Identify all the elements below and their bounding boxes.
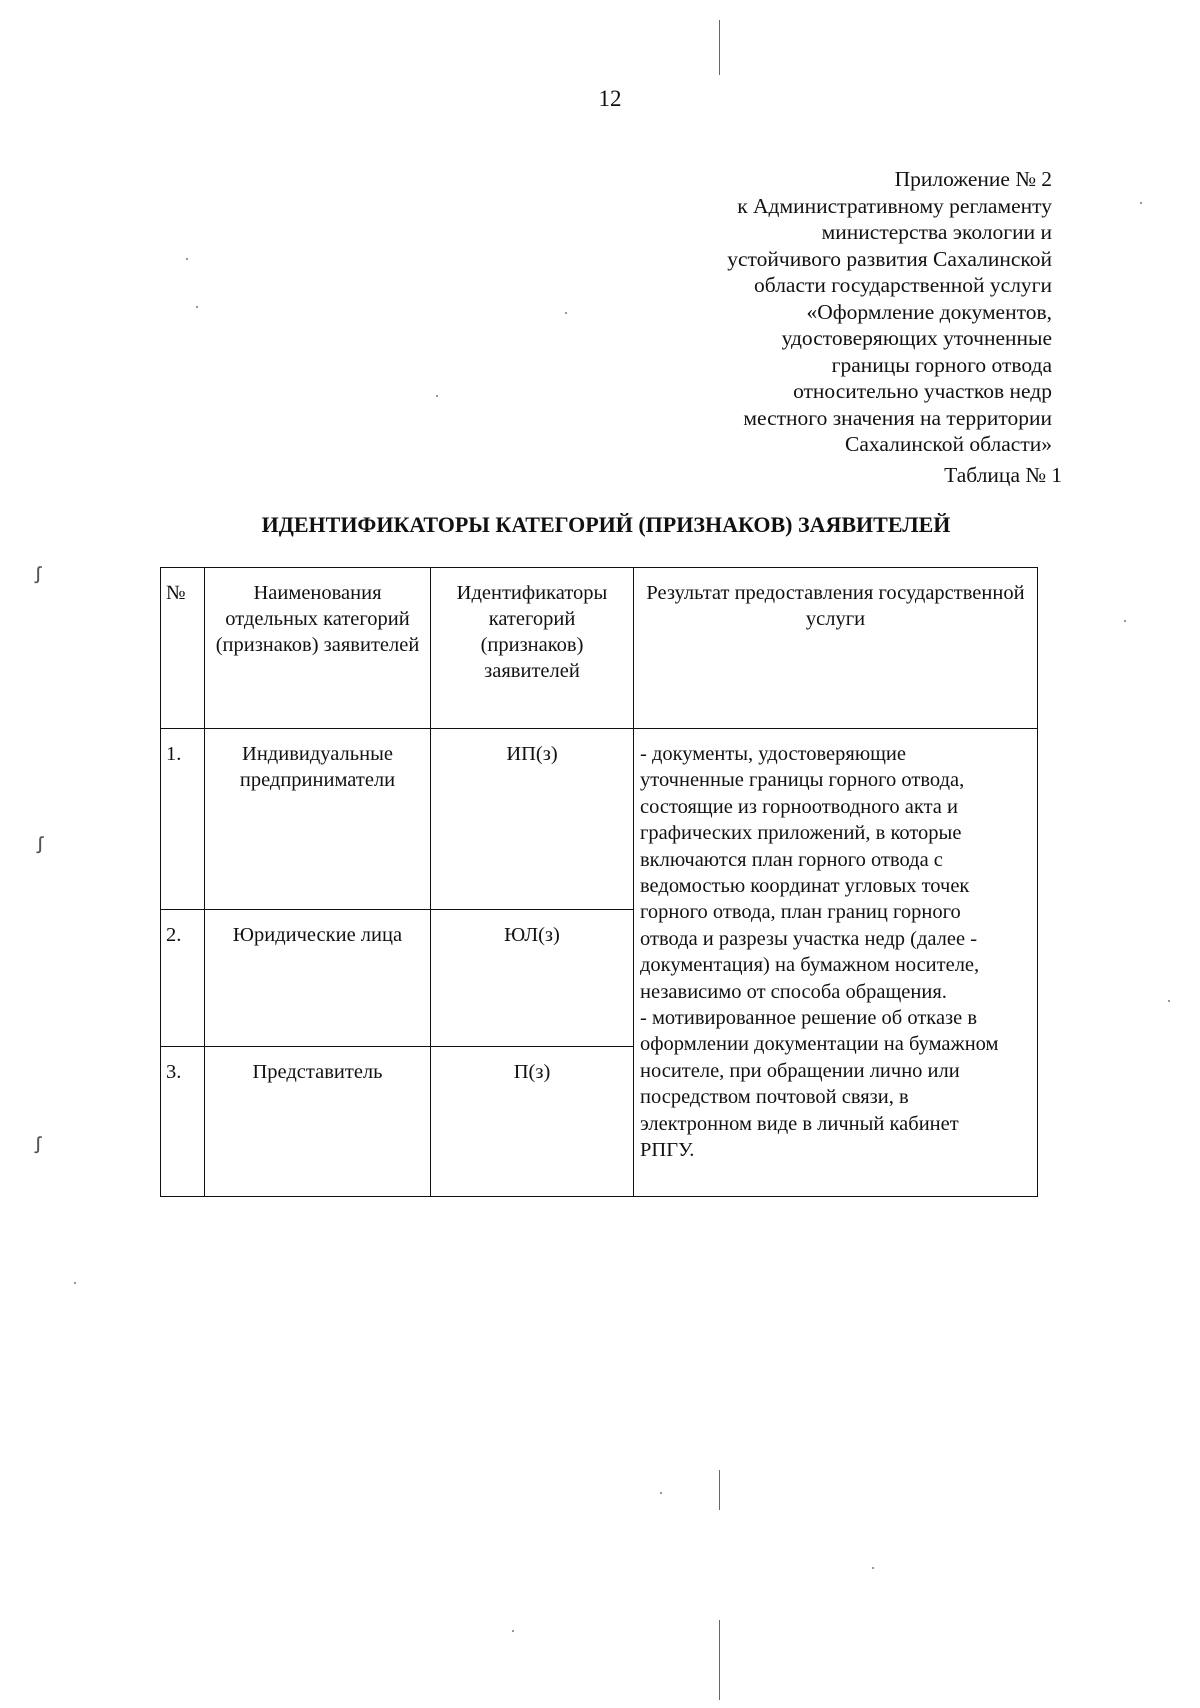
scan-speck [186,258,188,260]
result-line: уточненные границы горного отвода, [640,769,965,792]
page-number: 12 [598,86,622,111]
row-identifier: ЮЛ(з) [431,910,634,1047]
result-line: посредством почтовой связи, в [640,1086,909,1109]
header-category-name: Наименования отдельных категорий (признаков) заявителей [205,568,431,729]
row-number: 3. [161,1047,205,1197]
result-line: графических приложений, в которые [640,822,962,845]
row-identifier: ИП(з) [431,729,634,910]
scan-artifact-line [719,1470,720,1510]
row-number: 2. [161,910,205,1047]
scan-margin-mark: ꭍ [34,564,42,589]
scan-speck [74,1282,76,1284]
document-title: ИДЕНТИФИКАТОРЫ КАТЕГОРИЙ (ПРИЗНАКОВ) ЗАЯВИТЕЛЕЙ [261,512,951,537]
appendix-line: устойчивого развития Сахалинской [727,246,1052,271]
result-line: отвода и разрезы участка недр (далее - [640,927,978,950]
row-category-name: Представитель [205,1047,431,1197]
appendix-line: Приложение № 2 [894,167,1052,191]
scan-speck [512,1630,514,1632]
appendix-reference [632,166,1052,458]
scan-speck [565,312,567,314]
scan-speck [872,1567,874,1569]
table-row [161,729,1038,910]
result-line: оформлении документации на бумажном [640,1033,999,1056]
table-header-row [161,568,1038,729]
scan-margin-mark: ꭍ [34,1134,42,1159]
appendix-line: Сахалинской области» [845,432,1052,456]
scan-speck [436,395,438,397]
scan-speck [1124,620,1126,622]
table-label: Таблица № 1 [944,463,1062,487]
appendix-line: удостоверяющих уточненные [781,326,1052,350]
appendix-line: министерства экологии и [821,220,1052,244]
header-number: № [161,568,205,729]
appendix-line: относительно участков недр [793,379,1052,403]
row-number: 1. [161,729,205,910]
applicant-categories-table [160,567,1038,1197]
result-line: электронном виде в личный кабинет [640,1112,959,1135]
scan-artifact-line [719,1620,720,1700]
result-line: ведомостью координат угловых точек [640,875,970,898]
scan-speck [1168,1000,1170,1002]
header-identifier: Идентификаторы категорий (признаков) заявителей [431,568,634,729]
header-result: Результат предоставления государственной услуги [634,568,1038,729]
row-category-name: Индивидуальные предприниматели [205,729,431,910]
appendix-line: к Административному регламенту [737,193,1052,218]
scan-speck [1140,202,1142,204]
appendix-line: области государственной услуги [754,273,1052,297]
scan-speck [660,1492,662,1494]
scan-margin-mark: ꭍ [36,834,44,859]
appendix-line: границы горного отвода [831,352,1052,377]
result-line: РПГУ. [640,1139,695,1162]
scan-artifact-line [719,20,720,75]
result-line: включаются план горного отвода с [640,848,943,871]
result-line: - документы, удостоверяющие [640,743,906,765]
result-line: носителе, при обращении лично или [640,1059,960,1082]
appendix-line: местного значения на территории [743,405,1052,430]
appendix-line: «Оформление документов, [806,299,1052,324]
result-line: независимо от способа обращения. [640,980,947,1003]
result-line: - мотивированное решение об отказе в [640,1007,978,1030]
result-line: документация) на бумажном носителе, [640,954,980,977]
scan-speck [196,306,198,308]
row-identifier: П(з) [431,1047,634,1197]
result-cell [634,729,1038,1197]
result-line: состоящие из горноотводного акта и [640,795,958,818]
result-line: горного отвода, план границ горного [640,901,961,924]
row-category-name: Юридические лица [205,910,431,1047]
